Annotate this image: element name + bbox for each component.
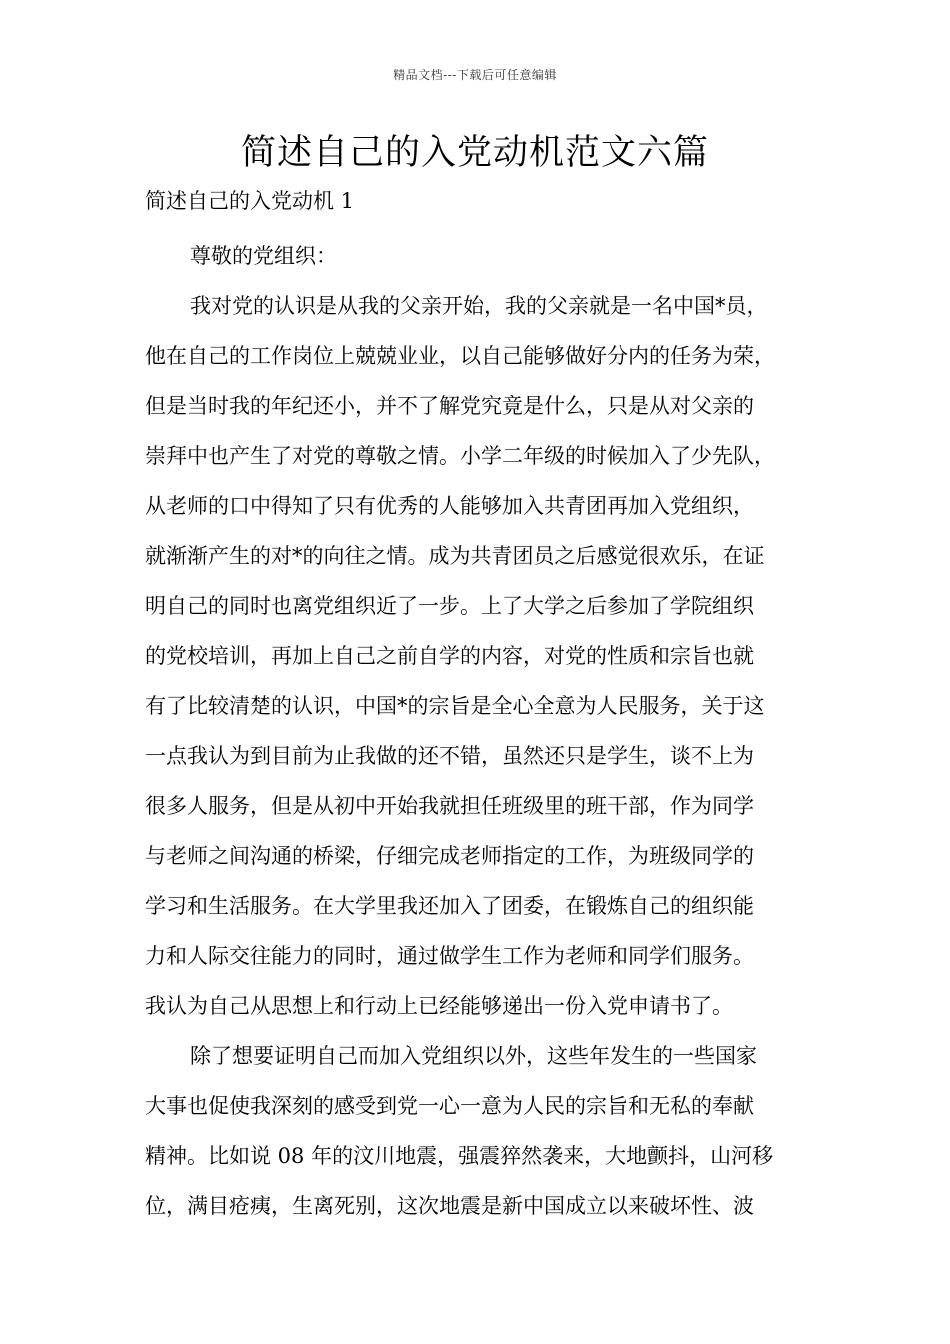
text-line: 尊敬的党组织：	[190, 244, 337, 268]
text-line: 除了想要证明自己而加入党组织以外，这些年发生的一些国家	[190, 1044, 757, 1068]
text-line: 但是当时我的年纪还小，并不了解党究竟是什么，只是从对父亲的	[145, 394, 754, 418]
text-line: 从老师的口中得知了只有优秀的人能够加入共青团再加入党组织，	[145, 494, 754, 518]
document-title: 简述自己的入党动机范文六篇	[240, 133, 709, 173]
text-line: 学习和生活服务。在大学里我还加入了团委，在锻炼自己的组织能	[145, 894, 754, 918]
body-text	[145, 231, 815, 1231]
text-line: 一点我认为到目前为止我做的还不错，虽然还只是学生，谈不上为	[145, 744, 754, 768]
text-line: 位，满目疮痍，生离死别，这次地震是新中国成立以来破坏性、波	[145, 1194, 754, 1218]
text-line: 精神。比如说 08 年的汶川地震，强震猝然袭来，大地颤抖，山河移	[145, 1144, 774, 1168]
text-line: 有了比较清楚的认识，中国*的宗旨是全心全意为人民服务，关于这	[145, 694, 765, 718]
text-line: 大事也促使我深刻的感受到党一心一意为人民的宗旨和无私的奉献	[145, 1094, 754, 1118]
section-heading: 简述自己的入党动机 1	[145, 189, 355, 213]
text-line: 我对党的认识是从我的父亲开始，我的父亲就是一名中国*员，	[190, 294, 768, 318]
text-line: 很多人服务，但是从初中开始我就担任班级里的班干部，作为同学	[145, 794, 754, 818]
text-line: 崇拜中也产生了对党的尊敬之情。小学二年级的时候加入了少先队，	[145, 444, 775, 468]
text-line: 的党校培训，再加上自己之前自学的内容，对党的性质和宗旨也就	[145, 644, 754, 668]
header-note: 精品文档---下载后可任意编辑	[393, 68, 557, 82]
text-line: 他在自己的工作岗位上兢兢业业，以自己能够做好分内的任务为荣，	[145, 344, 775, 368]
text-line: 力和人际交往能力的同时，通过做学生工作为老师和同学们服务。	[145, 944, 754, 968]
text-line: 我认为自己从思想上和行动上已经能够递出一份入党申请书了。	[145, 994, 733, 1018]
text-line: 明自己的同时也离党组织近了一步。上了大学之后参加了学院组织	[145, 594, 754, 618]
text-line: 与老师之间沟通的桥梁，仔细完成老师指定的工作，为班级同学的	[145, 844, 754, 868]
text-line: 就渐渐产生的对*的向往之情。成为共青团员之后感觉很欢乐，在证	[145, 544, 765, 568]
